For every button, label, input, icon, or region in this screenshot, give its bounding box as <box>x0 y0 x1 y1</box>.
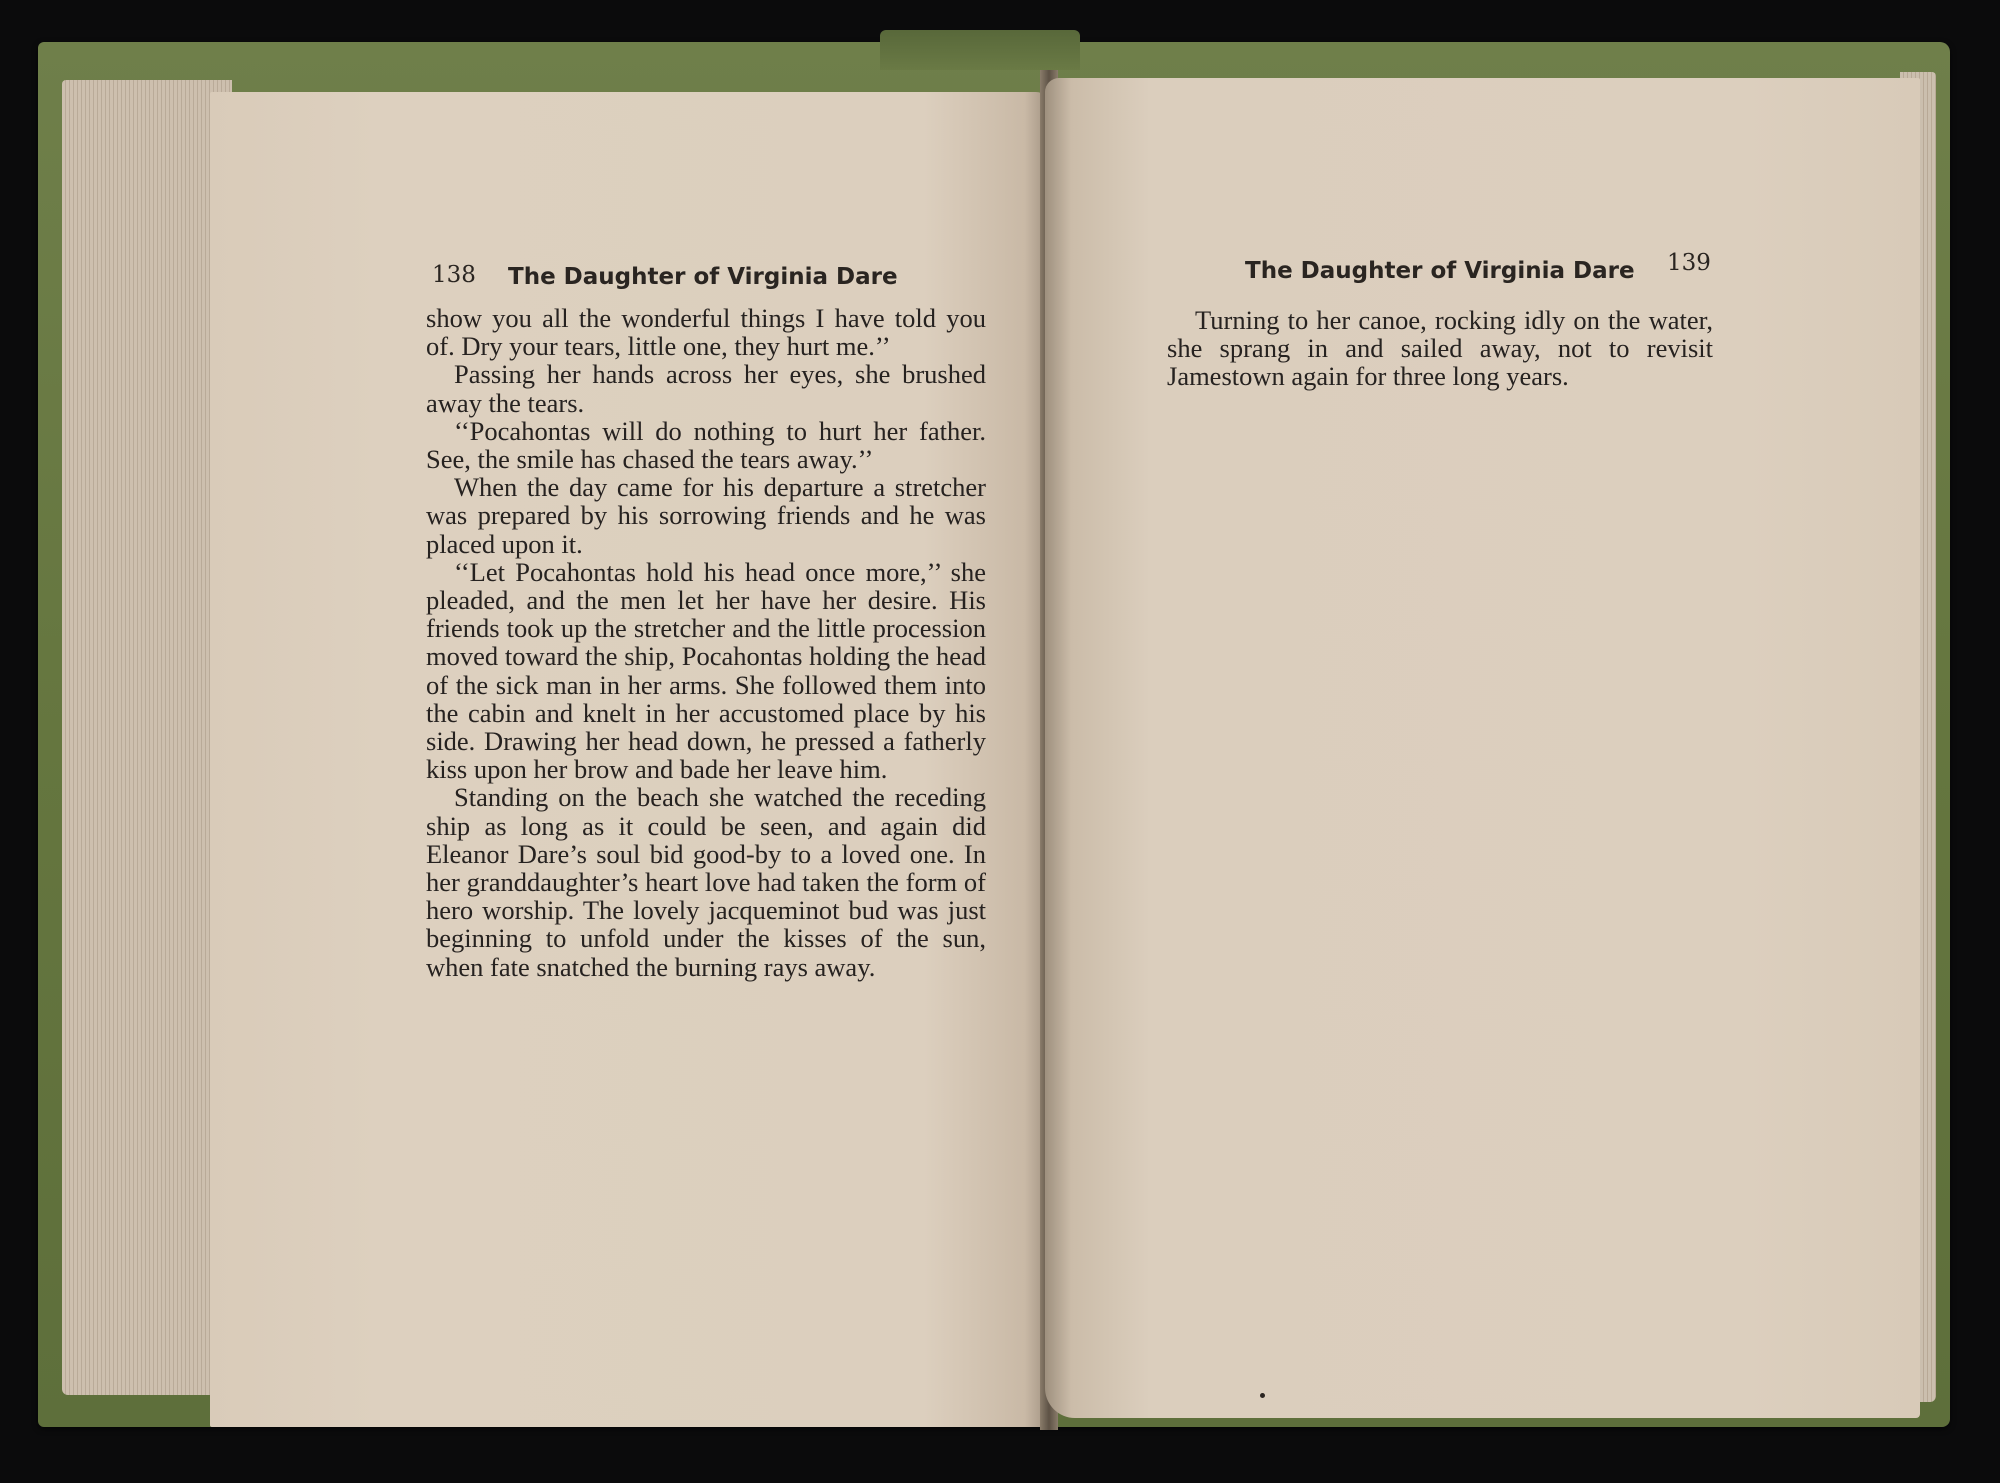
paragraph: show you all the wonderful things I have told you of. Dry your tears, little one, they hurt me.’’ <box>426 303 986 362</box>
left-page-edges <box>62 80 232 1395</box>
paragraph: Turning to her canoe, rocking idly on the water, she sprang in and sailed away, not to revisit Jamestown again for three long years. <box>1167 305 1713 392</box>
paragraph: Passing her hands across her eyes, she brushed away the tears. <box>426 359 986 418</box>
paragraph: ‘‘Let Pocahontas hold his head once more,’’ she pleaded, and the men let her have her desire. His friends took up the stretcher and the little procession moved toward the ship, Pocahontas holding the head of the sick man in her arms. She followed them into the cabin and knelt in her accustomed place by his side. Drawing her head down, he pressed a fatherly kiss upon her brow and bade her leave him. <box>426 556 986 785</box>
paragraph: When the day came for his departure a stretcher was prepared by his sorrowing friends and he was placed upon it. <box>426 472 986 559</box>
book-spine-top <box>880 30 1080 70</box>
left-page-text <box>426 304 986 981</box>
right-page-text <box>1167 306 1713 391</box>
ink-speck <box>1260 1393 1265 1398</box>
left-page-number: 138 <box>432 262 476 288</box>
right-page <box>1045 78 1920 1418</box>
left-running-head: The Daughter of Virginia Dare <box>508 264 898 290</box>
paragraph: Standing on the beach she watched the receding ship as long as it could be seen, and again did Eleanor Dare’s soul bid good-by to a loved one. In her granddaughter’s heart love had taken the form of hero worship. The lovely jacqueminot bud was just beginning to unfold under the kisses of the sun, when fate snatched the burning rays away. <box>426 782 986 982</box>
paragraph: ‘‘Pocahontas will do nothing to hurt her father. See, the smile has chased the tears away.’’ <box>426 415 986 475</box>
right-running-head: The Daughter of Virginia Dare <box>1245 258 1635 284</box>
right-page-number: 139 <box>1667 250 1711 276</box>
left-page <box>210 92 1050 1427</box>
